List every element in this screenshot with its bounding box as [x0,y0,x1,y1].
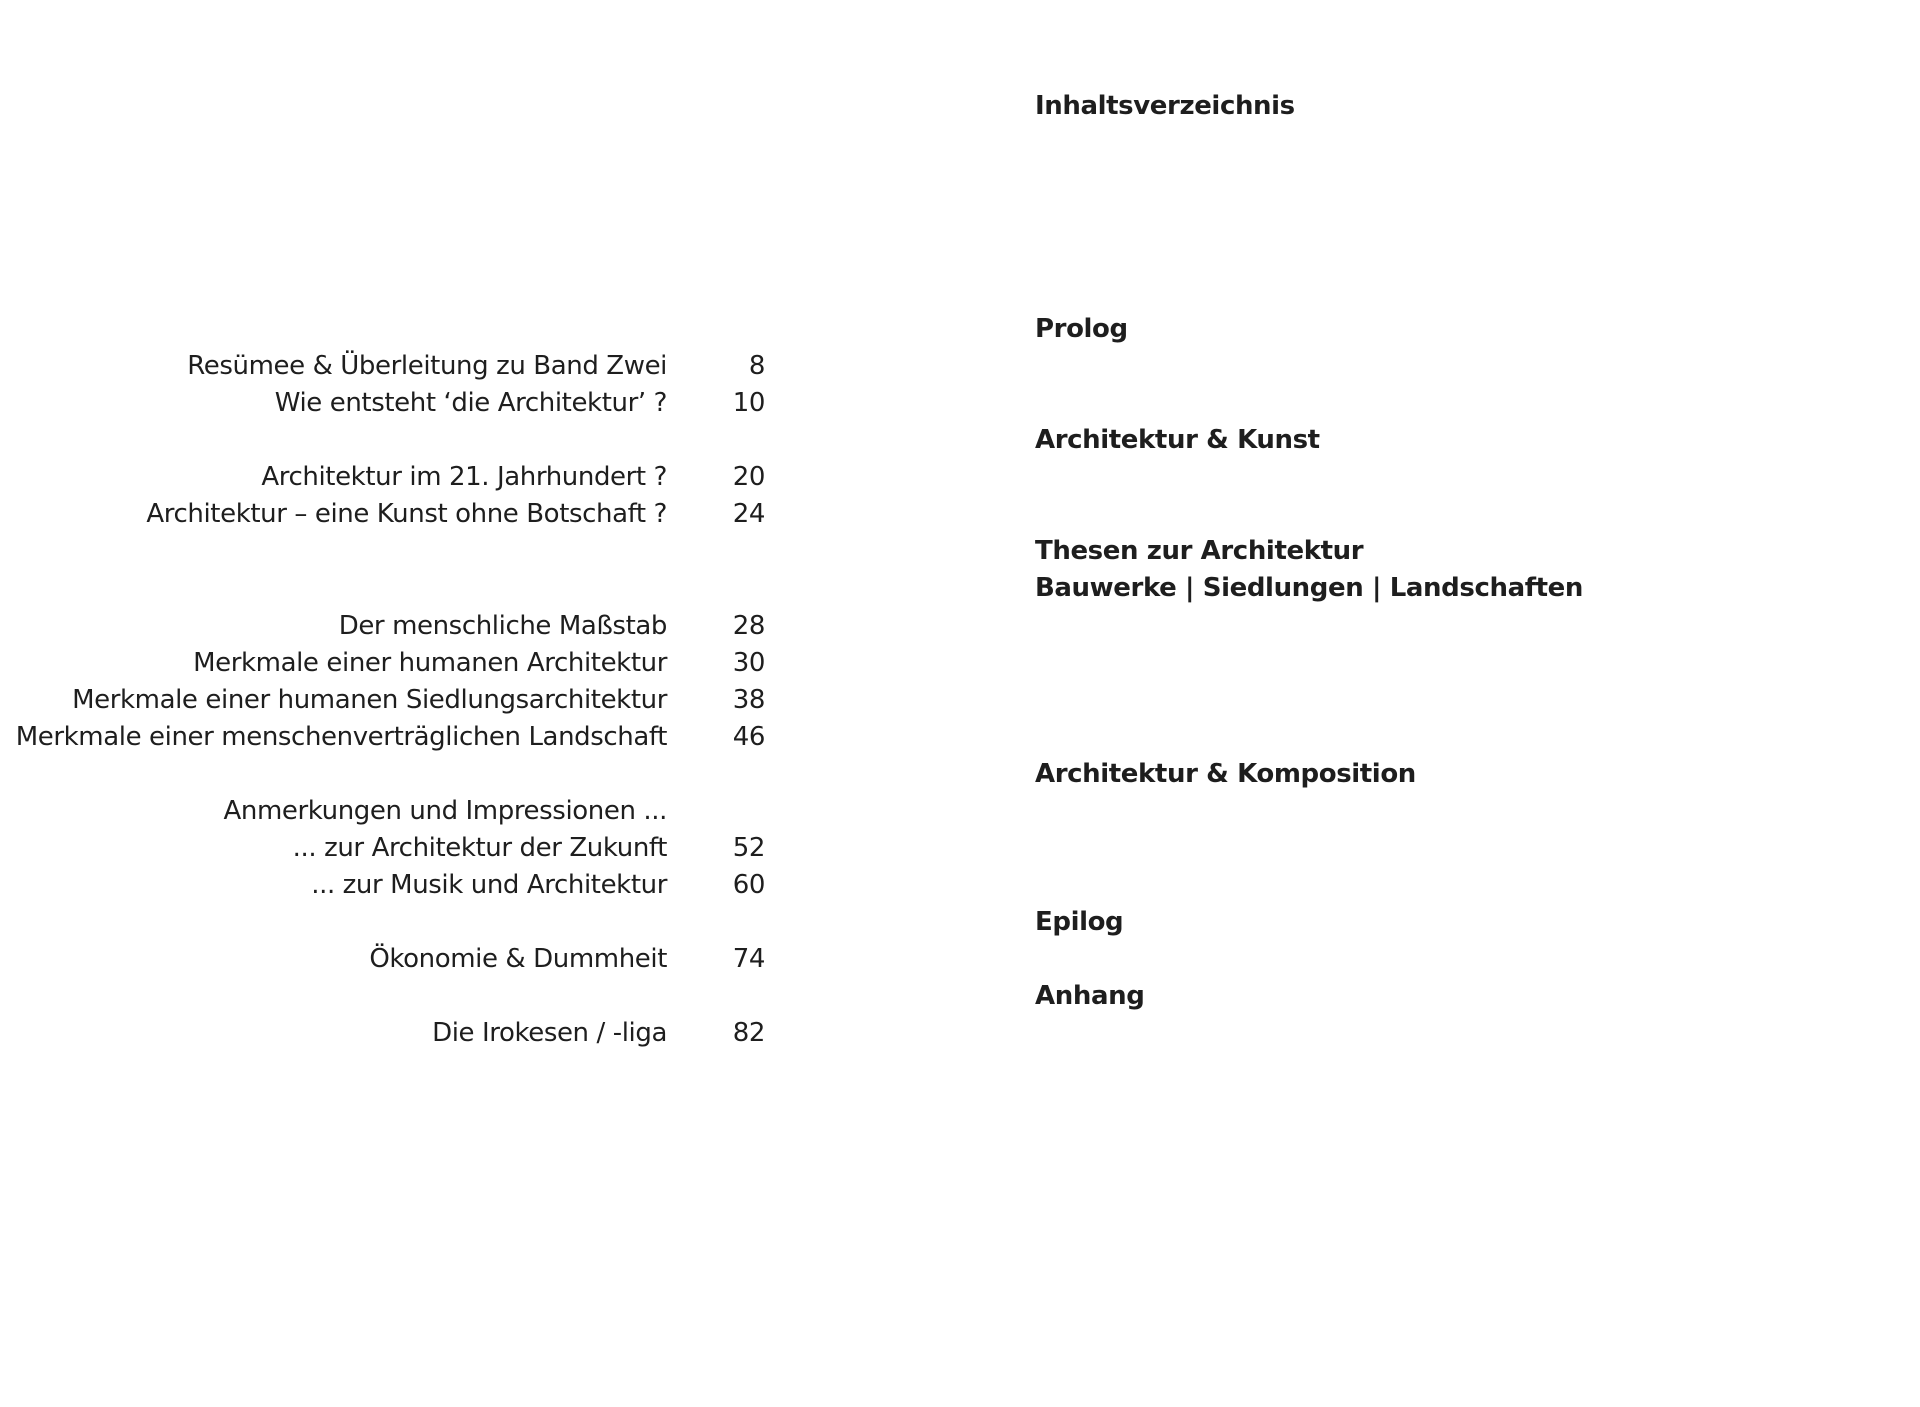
toc-entry[interactable] [0,1015,960,1052]
toc-entry-title: ... zur Architektur der Zukunft [292,833,667,863]
toc-entry-title: Merkmale einer humanen Architektur [193,648,667,678]
section-heading-epilog[interactable]: Epilog [1035,907,1124,937]
section-heading-prolog[interactable]: Prolog [1035,314,1128,344]
section-heading-anhang[interactable]: Anhang [1035,981,1145,1011]
toc-entry[interactable] [0,793,960,830]
toc-entry[interactable] [0,645,960,682]
toc-entry-page-number: 60 [732,870,765,900]
toc-entry-title: ... zur Musik und Architektur [311,870,667,900]
toc-entry-title: Wie entsteht ‘die Architektur’ ? [274,388,667,418]
toc-entry-page-number: 20 [732,462,765,492]
toc-entry-title: Ökonomie & Dummheit [369,944,667,974]
toc-entry-title: Der menschliche Maßstab [338,611,667,641]
toc-entry-page-number: 10 [732,388,765,418]
toc-entry[interactable] [0,385,960,422]
section-heading-thesen[interactable]: Thesen zur Architektur [1035,536,1364,566]
toc-entry-title: Anmerkungen und Impressionen ... [223,796,667,826]
toc-entry-page-number: 30 [732,648,765,678]
toc-entry-page-number: 74 [732,944,765,974]
toc-entry[interactable] [0,682,960,719]
toc-entry-page-number: 52 [732,833,765,863]
toc-entry-page-number: 24 [732,499,765,529]
toc-entry-title: Architektur im 21. Jahrhundert ? [261,462,667,492]
toc-entry[interactable] [0,830,960,867]
section-heading-architektur-kunst[interactable]: Architektur & Kunst [1035,425,1320,455]
toc-entry-title: Resümee & Überleitung zu Band Zwei [187,351,667,381]
toc-entry[interactable] [0,941,960,978]
toc-entry[interactable] [0,496,960,533]
toc-entry[interactable] [0,719,960,756]
toc-entry-page-number: 38 [732,685,765,715]
toc-entry-page-number: 8 [748,351,765,381]
toc-entry-title: Merkmale einer menschenverträglichen Landschaft [15,722,667,752]
toc-entry[interactable] [0,348,960,385]
toc-entry-title: Architektur – eine Kunst ohne Botschaft ? [146,499,667,529]
toc-entry-page-number: 82 [732,1018,765,1048]
section-heading-komposition[interactable]: Architektur & Komposition [1035,759,1416,789]
toc-entry-page-number: 46 [732,722,765,752]
toc-entry[interactable] [0,459,960,496]
toc-entry[interactable] [0,608,960,645]
toc-entry-title: Merkmale einer humanen Siedlungsarchitektur [72,685,667,715]
right-page [960,0,1920,1407]
toc-entry-title: Die Irokesen / -liga [432,1018,667,1048]
toc-entry-page-number: 28 [732,611,765,641]
toc-entry[interactable] [0,867,960,904]
page-title: Inhaltsverzeichnis [1035,91,1295,121]
section-subheading-bauwerke[interactable]: Bauwerke | Siedlungen | Landschaften [1035,573,1584,603]
